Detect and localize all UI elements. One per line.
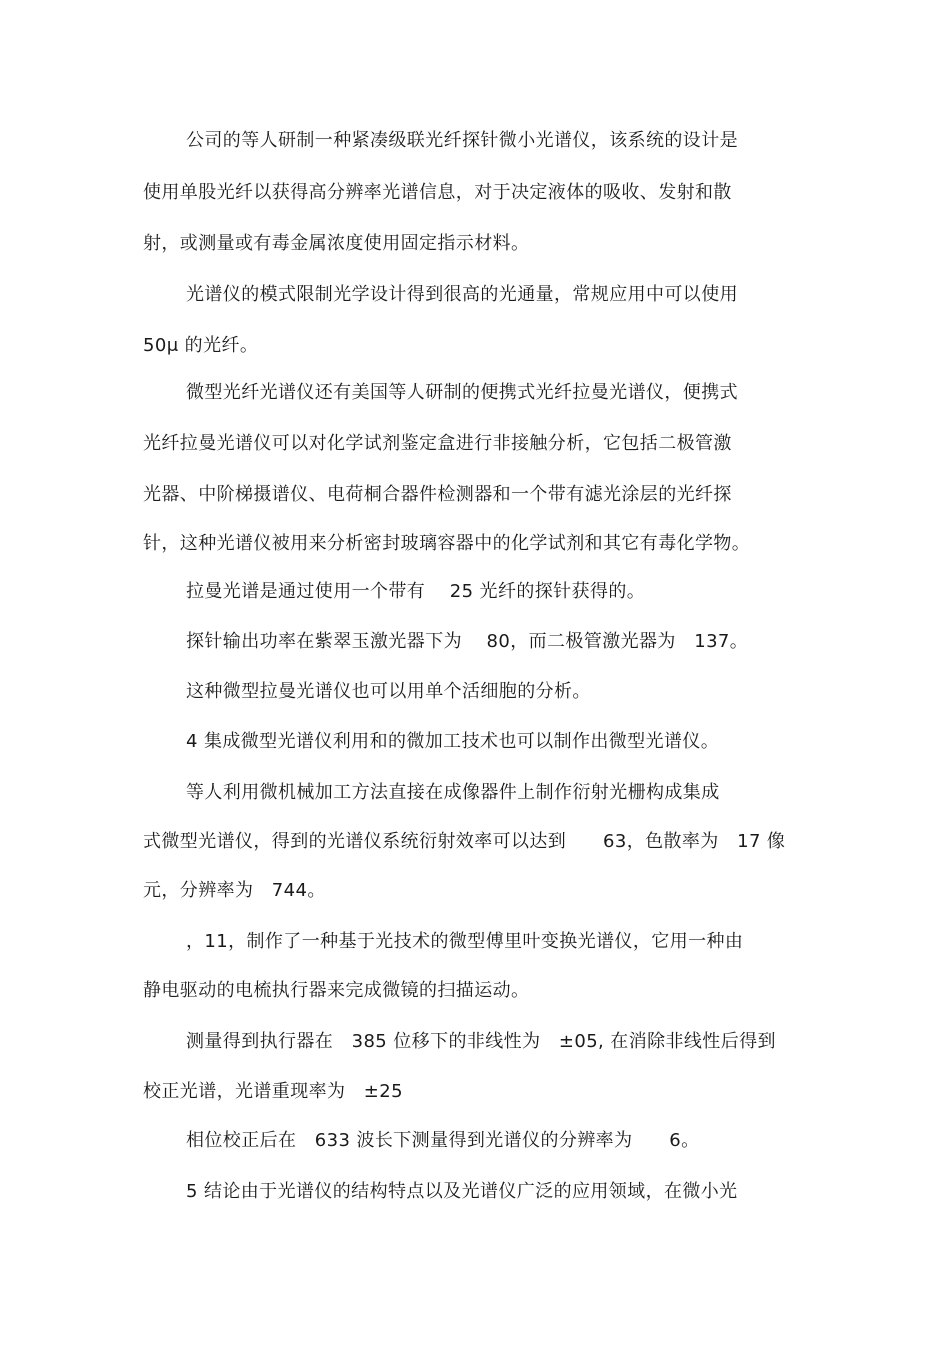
text-line-15: 式微型光谱仪，得到的光谱仪系统衍射效率可以达到 63，色散率为 17 像 [143,831,786,852]
text-line-13: 4 集成微型光谱仪利用和的微加工技术也可以制作出微型光谱仪。 [186,731,720,752]
text-line-17: ，11，制作了一种基于光技术的微型傅里叶变换光谱仪，它用一种由 [186,931,744,952]
text-line-19: 测量得到执行器在 385 位移下的非线性为 ±05, 在消除非线性后得到 [186,1031,776,1052]
text-line-11: 探针输出功率在紫翠玉激光器下为 80，而二极管激光器为 137。 [186,631,749,652]
text-line-16: 元，分辨率为 744。 [143,880,326,901]
text-line-6: 微型光纤光谱仪还有美国等人研制的便携式光纤拉曼光谱仪，便携式 [186,382,738,403]
text-line-5: 50μ 的光纤。 [143,335,259,356]
text-line-9: 针，这种光谱仪被用来分析密封玻璃容器中的化学试剂和其它有毒化学物。 [143,533,751,554]
text-line-12: 这种微型拉曼光谱仪也可以用单个活细胞的分析。 [186,681,591,702]
text-line-3: 射，或测量或有毒金属浓度使用固定指示材料。 [143,233,530,254]
text-line-21: 相位校正后在 633 波长下测量得到光谱仪的分辨率为 6。 [186,1130,700,1151]
text-line-20: 校正光谱，光谱重现率为 ±25 [143,1081,403,1102]
text-line-18: 静电驱动的电梳执行器来完成微镜的扫描运动。 [143,980,530,1001]
text-line-1: 公司的等人研制一种紧凑级联光纤探针微小光谱仪，该系统的设计是 [186,130,738,151]
text-line-22: 5 结论由于光谱仪的结构特点以及光谱仪广泛的应用领域，在微小光 [186,1181,738,1202]
text-line-7: 光纤拉曼光谱仪可以对化学试剂鉴定盒进行非接触分析，它包括二极管激 [143,433,732,454]
text-line-2: 使用单股光纤以获得高分辨率光谱信息，对于决定液体的吸收、发射和散 [143,182,732,203]
text-line-10: 拉曼光谱是通过使用一个带有 25 光纤的探针获得的。 [186,581,646,602]
text-line-14: 等人利用微机械加工方法直接在成像器件上制作衍射光栅构成集成 [186,782,720,803]
text-line-4: 光谱仪的模式限制光学设计得到很高的光通量，常规应用中可以使用 [186,284,738,305]
text-line-8: 光器、中阶梯摄谱仪、电荷桐合器件检测器和一个带有滤光涂层的光纤探 [143,484,732,505]
